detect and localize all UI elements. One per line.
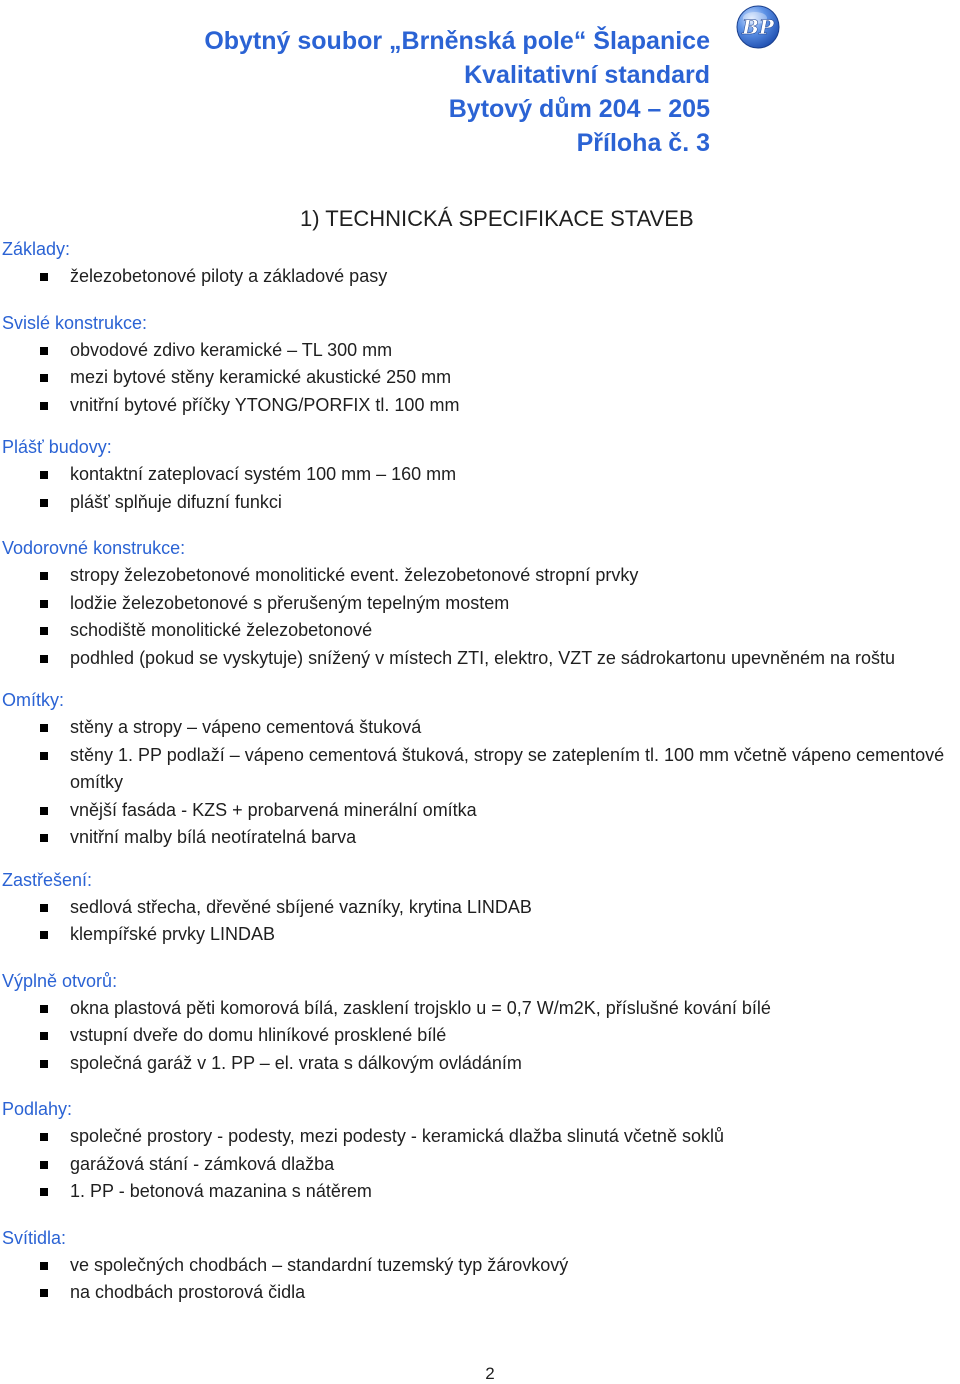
- list-item-text: lodžie železobetonové s přerušeným tepelným mostem: [70, 592, 510, 613]
- document-header: [150, 24, 710, 160]
- list-item: [2, 489, 960, 517]
- section: [2, 967, 960, 1078]
- list-item: [2, 1279, 960, 1307]
- list-item-text: ve společných chodbách – standardní tuzemský typ žárovkový: [70, 1254, 569, 1275]
- list-item-text: okna plastová pěti komorová bílá, zasklení trojsklo u = 0,7 W/m2K, příslušné kování bílé: [70, 997, 771, 1018]
- square-bullet-icon: [40, 499, 48, 507]
- square-bullet-icon: [40, 1005, 48, 1013]
- square-bullet-icon: [40, 724, 48, 732]
- header-line-standard: Kvalitativní standard: [464, 61, 710, 89]
- bullet-list: [2, 263, 960, 291]
- list-item-text: obvodové zdivo keramické – TL 300 mm: [70, 339, 393, 360]
- list-item: [2, 1050, 960, 1078]
- list-item: [2, 617, 960, 645]
- section-spacer: [2, 949, 960, 967]
- list-item: [2, 995, 960, 1023]
- list-item: [2, 337, 960, 365]
- section-title: Svítidla:: [2, 1227, 67, 1248]
- list-item-text: vstupní dveře do domu hliníkové prosklené bílé: [70, 1025, 447, 1045]
- square-bullet-icon: [40, 1133, 48, 1141]
- section-title: Základy:: [2, 239, 71, 259]
- bullet-list: [2, 995, 960, 1078]
- header-line-project: Obytný soubor „Brněnská pole“ Šlapanice: [204, 27, 710, 55]
- list-item-text: kontaktní zateplovací systém 100 mm – 160 mm: [70, 464, 457, 484]
- bp-logo: [735, 4, 781, 50]
- section-title: Výplně otvorů:: [2, 970, 118, 991]
- section-title: Plášť budovy:: [2, 437, 112, 457]
- square-bullet-icon: [40, 402, 48, 410]
- list-item-text: podhled (pokud se vyskytuje) snížený v místech ZTI, elektro, VZT ze sádrokartonu upevněném na roštu: [70, 647, 896, 668]
- list-item-text: stropy železobetonové monolitické event. železobetonové stropní prvky: [70, 565, 639, 585]
- bullet-list: [2, 337, 960, 420]
- section: [2, 235, 960, 291]
- square-bullet-icon: [40, 1262, 48, 1270]
- square-bullet-icon: [40, 834, 48, 842]
- bullet-list: [2, 562, 960, 672]
- list-item-text: společné prostory - podesty, mezi podesty - keramická dlažba slinutá včetně soklů: [70, 1126, 724, 1146]
- square-bullet-icon: [40, 1161, 48, 1169]
- bullet-list: [2, 461, 960, 516]
- square-bullet-icon: [40, 471, 48, 479]
- header-line-appendix: Příloha č. 3: [576, 129, 710, 157]
- list-item: [2, 1123, 960, 1151]
- bullet-list: [2, 714, 960, 852]
- list-item: [2, 392, 960, 420]
- bullet-list: [2, 1252, 960, 1307]
- list-item: [2, 1252, 960, 1280]
- section: [2, 686, 960, 852]
- list-item-text: vnitřní malby bílá neotíratelná barva: [70, 827, 357, 847]
- square-bullet-icon: [40, 904, 48, 912]
- list-item: [2, 645, 960, 673]
- square-bullet-icon: [40, 1060, 48, 1068]
- list-item-text: na chodbách prostorová čidla: [70, 1282, 306, 1302]
- section-title: Podlahy:: [2, 1099, 73, 1119]
- bullet-list: [2, 1123, 960, 1206]
- section-title: Omítky:: [2, 690, 64, 710]
- list-item: [2, 590, 960, 618]
- list-item: [2, 824, 960, 852]
- list-item-text: plášť splňuje difuzní funkci: [70, 491, 282, 512]
- list-item: [2, 1178, 960, 1206]
- square-bullet-icon: [40, 273, 48, 281]
- list-item-text: klempířské prvky LINDAB: [70, 924, 276, 944]
- section: [2, 1224, 960, 1307]
- list-item: [2, 461, 960, 489]
- section: [2, 433, 960, 516]
- section: [2, 1095, 960, 1206]
- header-line-building: Bytový dům 204 – 205: [448, 95, 710, 123]
- list-item: [2, 742, 960, 797]
- square-bullet-icon: [40, 807, 48, 815]
- list-item-text: stěny 1. PP podlaží – vápeno cementová štuková, stropy se zateplením tl. 100 mm včetně vápeno cementové omítky: [70, 744, 945, 792]
- list-item: [2, 797, 960, 825]
- spec-title: 1) TECHNICKÁ SPECIFIKACE STAVEB: [300, 206, 694, 231]
- list-item: [2, 894, 960, 922]
- list-item: [2, 364, 960, 392]
- list-item-text: společná garáž v 1. PP – el. vrata s dálkovým ovládáním: [70, 1052, 522, 1073]
- section-spacer: [2, 291, 960, 309]
- section-title: Svislé konstrukce:: [2, 312, 148, 333]
- list-item: [2, 921, 960, 949]
- page-number: 2: [485, 1364, 495, 1383]
- square-bullet-icon: [40, 572, 48, 580]
- section-title: Zastřešení:: [2, 869, 93, 890]
- square-bullet-icon: [40, 752, 48, 760]
- section-title: Vodorovné konstrukce:: [2, 538, 186, 558]
- square-bullet-icon: [40, 1188, 48, 1196]
- section-spacer: [2, 516, 960, 534]
- list-item-text: vnitřní bytové příčky YTONG/PORFIX tl. 100 mm: [70, 394, 460, 415]
- list-item-text: železobetonové piloty a základové pasy: [70, 266, 388, 286]
- section: [2, 534, 960, 672]
- square-bullet-icon: [40, 1289, 48, 1297]
- list-item-text: garážová stání - zámková dlažba: [70, 1153, 335, 1174]
- list-item-text: sedlová střecha, dřevěné sbíjené vazníky, krytina LINDAB: [70, 896, 532, 917]
- section-spacer: [2, 419, 960, 433]
- list-item-text: stěny a stropy – vápeno cementová štuková: [70, 717, 422, 737]
- square-bullet-icon: [40, 931, 48, 939]
- section-spacer: [2, 672, 960, 686]
- square-bullet-icon: [40, 655, 48, 663]
- list-item-text: schodiště monolitické železobetonové: [70, 620, 373, 640]
- section-spacer: [2, 1206, 960, 1224]
- square-bullet-icon: [40, 600, 48, 608]
- square-bullet-icon: [40, 627, 48, 635]
- list-item-text: 1. PP - betonová mazanina s nátěrem: [70, 1181, 372, 1201]
- section-spacer: [2, 852, 960, 866]
- list-item: [2, 263, 960, 291]
- section-spacer: [2, 1077, 960, 1095]
- square-bullet-icon: [40, 374, 48, 382]
- list-item: [2, 562, 960, 590]
- list-item: [2, 1022, 960, 1050]
- list-item: [2, 1151, 960, 1179]
- list-item: [2, 714, 960, 742]
- logo-text: BP: [742, 15, 774, 39]
- list-item-text: mezi bytové stěny keramické akustické 250 mm: [70, 367, 452, 387]
- square-bullet-icon: [40, 1032, 48, 1040]
- spec-content: [2, 235, 960, 1307]
- square-bullet-icon: [40, 347, 48, 355]
- bullet-list: [2, 894, 960, 949]
- section: [2, 866, 960, 949]
- section: [2, 309, 960, 420]
- list-item-text: vnější fasáda - KZS + probarvená minerální omítka: [70, 799, 477, 820]
